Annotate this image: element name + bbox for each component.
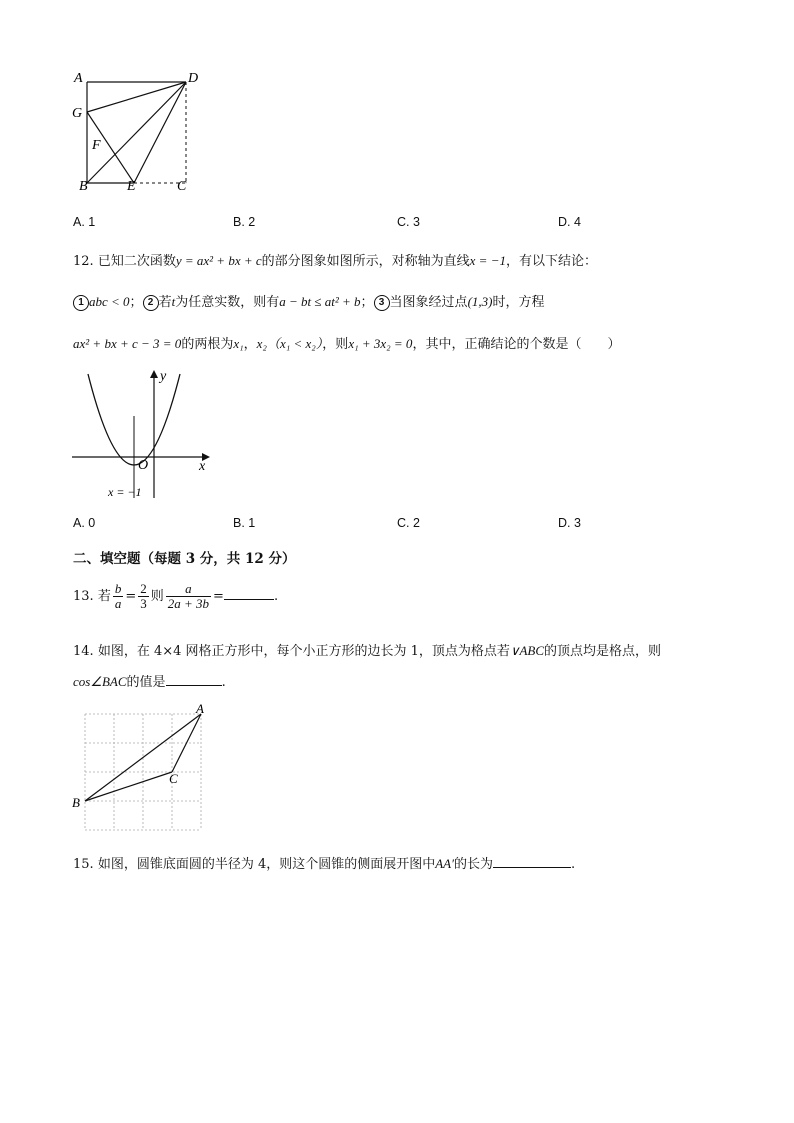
q12-option-c: C. 2	[397, 516, 420, 530]
q15-number: 15.	[73, 857, 94, 872]
q12-cond: （x₁ < x₂）	[266, 336, 323, 351]
q12-text-b: 的部分图象如图所示，对称轴为直线	[261, 254, 470, 269]
q12-y-arrow	[150, 370, 158, 378]
q14-side-ca	[172, 714, 201, 772]
q12-conclusion1-mark: 1	[73, 295, 89, 311]
q14-label-a: A	[196, 701, 204, 716]
q15-answer-blank[interactable]	[493, 867, 571, 868]
q13-f1-den: a	[114, 596, 122, 611]
q12-sep2: ；	[360, 295, 374, 310]
q12-option-a: A. 0	[73, 516, 96, 530]
q12-conclusion2-mark: 2	[143, 295, 159, 311]
q14-text-b: 的顶点均是格点，则	[544, 644, 662, 659]
q14-cos: cos∠BAC	[73, 674, 127, 689]
q12-label-symmetry: x = −1	[108, 485, 142, 499]
q12-conclusion3-mark: 3	[374, 295, 390, 311]
q14-grid	[85, 714, 201, 830]
q14-label-c: C	[169, 771, 178, 786]
q12-c2-a: 若	[158, 295, 172, 310]
q12-sep1: ；	[129, 295, 143, 310]
q12-relation: x₁ + 3x₂ = 0	[348, 336, 413, 351]
q11-figure	[68, 66, 208, 196]
q14-side-bc	[85, 772, 172, 801]
q14-text-c: 的值是	[126, 675, 166, 690]
q15-arc: AA′	[435, 856, 454, 871]
q13-answer-blank[interactable]	[224, 599, 274, 600]
q13-text-a: 若	[97, 589, 111, 604]
q12-line2	[73, 291, 545, 311]
q12-line3	[73, 333, 620, 352]
q11-label-g: G	[72, 106, 83, 121]
q13-f2-num: 2	[140, 581, 147, 596]
q13-end: .	[273, 589, 279, 604]
q11-label-f: F	[92, 138, 101, 153]
q11-label-d: D	[188, 71, 199, 86]
q12-l3-c: ，其中，正确结论的个数是（ ）	[412, 337, 621, 352]
q15-text-a: 如图，圆锥底面圆的半径为 4，则这个圆锥的侧面展开图中	[97, 857, 436, 872]
q12-func: y = ax² + bx + c	[175, 253, 262, 268]
q12-x1: x₁	[233, 336, 244, 351]
q14-end: .	[221, 675, 226, 690]
q13-fraction-target	[166, 582, 211, 611]
q12-option-d: D. 3	[558, 516, 581, 530]
q12-c3-a: 当图象经过点	[389, 295, 468, 310]
q12-c2-b: 为任意实数，则有	[175, 295, 280, 310]
q12-label-y: y	[160, 369, 167, 384]
q12-line1	[73, 250, 597, 269]
q14-text-a: 如图，在 4×4 网格正方形中，每个小正方形的边长为 1，顶点为格点若	[97, 644, 510, 659]
q15-text-b: 的长为	[453, 857, 493, 872]
q12-axis: x = −1	[469, 253, 506, 268]
q11-label-c: C	[177, 179, 187, 194]
q14-triangle: ∨ABC	[509, 643, 545, 658]
q12-conclusion1: abc < 0	[89, 294, 130, 309]
q12-l3-b: ，则	[322, 337, 349, 352]
q13-fraction-23	[138, 582, 149, 611]
q14-answer-blank[interactable]	[166, 685, 222, 686]
q12-label-origin: O	[138, 458, 149, 473]
section2-title: 二、填空题（每题 3 分，共 12 分）	[73, 551, 296, 567]
q12-graph	[68, 366, 218, 508]
q13-f1-num: b	[114, 581, 122, 596]
q14-label-b: B	[72, 795, 80, 810]
q11-option-d: D. 4	[558, 215, 581, 229]
q11-seg-ed	[134, 82, 186, 183]
q11-option-c: C. 3	[397, 215, 420, 229]
q12-option-b: B. 1	[233, 516, 256, 530]
q12-text-c: ，有以下结论：	[505, 254, 597, 269]
q12-conclusion2: a − bt ≤ at² + b	[279, 294, 361, 309]
q14-line2	[73, 671, 226, 690]
q13-eq2: =	[213, 589, 224, 604]
q11-label-b: B	[79, 179, 88, 194]
q15-line	[73, 853, 575, 872]
q13-f3-num: a	[166, 582, 211, 597]
q13-f2-den: 3	[140, 596, 147, 611]
q11-label-a: A	[74, 71, 83, 86]
q12-label-x: x	[199, 459, 206, 474]
q13-eq1: =	[125, 589, 137, 604]
q13-text-b: 则	[150, 589, 164, 604]
q11-label-e: E	[127, 179, 136, 194]
q12-text-a: 已知二次函数	[97, 254, 176, 269]
q12-number: 12.	[73, 254, 94, 269]
q12-c2-t: t	[171, 294, 176, 309]
q12-equation: ax² + bx + c − 3 = 0	[73, 336, 182, 351]
q13-number: 13.	[73, 589, 94, 604]
q12-c3-b: 时，方程	[492, 295, 545, 310]
q12-l3-comma: ，	[243, 337, 257, 352]
q11-option-a: A. 1	[73, 215, 96, 229]
q13-f3-den: 2a + 3b	[167, 596, 210, 611]
q12-x2: x₂	[256, 336, 267, 351]
q15-end: .	[570, 857, 576, 872]
q11-option-b: B. 2	[233, 215, 256, 229]
q13-line	[73, 582, 278, 611]
q14-grid-figure	[68, 700, 218, 836]
q12-l3-a: 的两根为	[181, 337, 234, 352]
q12-c3-point: (1,3)	[467, 294, 493, 309]
q14-number: 14.	[73, 644, 94, 659]
q13-fraction-ba	[113, 582, 124, 611]
q14-line1	[73, 640, 661, 659]
